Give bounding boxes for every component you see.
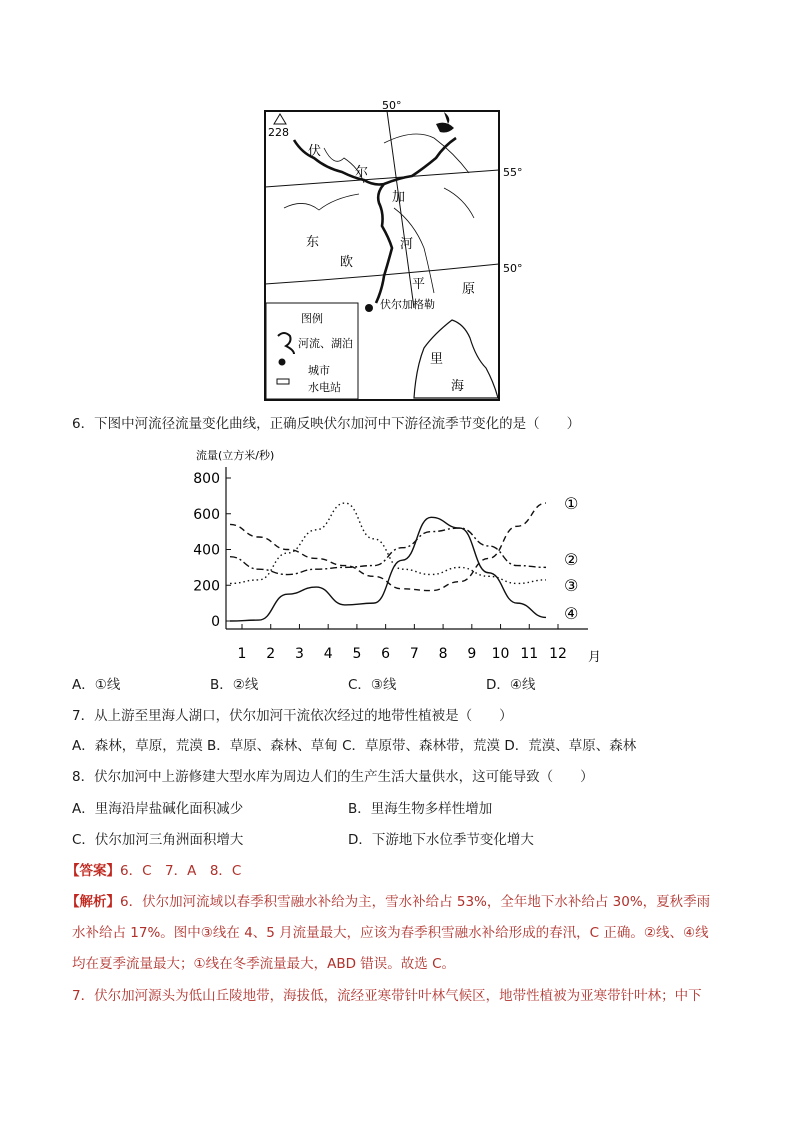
answer-text: 6．C 7．A 8．C xyxy=(120,863,242,879)
series-line-3 xyxy=(230,503,546,583)
series-label-4: ④ xyxy=(564,604,579,623)
q7-stem: 7．从上游至里海人湖口，伏尔加河干流依次经过的地带性植被是（ ） xyxy=(72,708,513,724)
sea-char-1: 里 xyxy=(430,352,444,367)
q8-option-c: C．伏尔加河三角洲面积增大 xyxy=(72,832,244,848)
analysis-text-1: 6．伏尔加河流域以春季积雪融水补给为主，雪水补给占 53%，全年地下水补给占 30%，夏秋季雨 xyxy=(120,894,711,910)
x-tick-label: 11 xyxy=(520,646,539,662)
q6-option-c: C．③线 xyxy=(348,677,397,693)
city-volgograd-label: 伏尔加格勒 xyxy=(380,298,435,311)
runoff-chart xyxy=(190,443,610,668)
plain-char-4: 原 xyxy=(462,282,476,297)
y-tick-label: 0 xyxy=(211,614,220,630)
city-icon xyxy=(279,359,286,366)
volga-map-figure xyxy=(264,98,523,402)
river-char-2: 尔 xyxy=(355,165,369,180)
y-tick-label: 400 xyxy=(193,542,220,559)
x-tick-label: 3 xyxy=(294,646,304,662)
answer-line xyxy=(66,861,241,881)
q6-option-d: D．④线 xyxy=(486,677,536,693)
x-tick-label: 8 xyxy=(438,646,448,662)
q7-option-b: B．草原、森林、草甸 xyxy=(207,738,338,754)
q7-options xyxy=(72,736,636,756)
q6-option-a: A．①线 xyxy=(72,677,121,693)
plain-char-1: 东 xyxy=(306,235,320,250)
analysis-line-3: 均在夏季流量最大；①线在冬季流量最大，ABD 错误。故选 C。 xyxy=(72,956,456,972)
series-label-2: ② xyxy=(564,550,579,569)
river-char-3: 加 xyxy=(392,190,406,205)
x-tick-label: 4 xyxy=(323,646,333,662)
legend-hydro-label: 水电站 xyxy=(308,381,341,394)
q7-option-d: D．荒漠、草原、森林 xyxy=(504,738,637,754)
x-tick-label: 2 xyxy=(266,646,276,662)
plain-char-2: 欧 xyxy=(340,255,354,270)
x-tick-label: 6 xyxy=(381,646,391,662)
q7-option-c: C．草原带、森林带，荒漠 xyxy=(342,738,501,754)
q8-option-b: B．里海生物多样性增加 xyxy=(348,801,493,817)
q6-stem: 6．下图中河流径流量变化曲线，正确反映伏尔加河中下游径流季节变化的是（ ） xyxy=(72,416,581,432)
x-tick-label: 12 xyxy=(549,646,567,662)
parallel-55-label: 55° xyxy=(503,166,523,179)
volga-map xyxy=(264,98,523,402)
series-label-1: ① xyxy=(564,494,579,513)
answer-label: 【答案】 xyxy=(66,863,120,879)
meridian-label: 50° xyxy=(382,99,402,112)
x-tick-label: 10 xyxy=(491,646,510,662)
chart-ylabel: 流量(立方米/秒) xyxy=(196,449,275,462)
series-label-3: ③ xyxy=(564,576,579,595)
x-tick-label: 9 xyxy=(467,646,477,662)
chart-xlabel: 月 xyxy=(588,650,602,665)
legend-city-label: 城市 xyxy=(308,364,330,377)
y-tick-label: 600 xyxy=(193,506,220,523)
analysis-line-4: 7．伏尔加河源头为低山丘陵地带，海拔低，流经亚寒带针叶林气候区，地带性植被为亚寒带针叶林；中下 xyxy=(72,988,702,1004)
analysis-label: 【解析】 xyxy=(66,894,120,910)
y-tick-label: 200 xyxy=(193,578,220,595)
y-tick-label: 800 xyxy=(193,471,220,487)
series-line-2 xyxy=(230,528,546,574)
river-char-1: 伏 xyxy=(308,144,322,159)
river-char-4: 河 xyxy=(400,237,414,252)
q8-option-d: D．下游地下水位季节变化增大 xyxy=(348,832,534,848)
plain-char-3: 平 xyxy=(412,277,426,292)
legend-river-label: 河流、湖泊 xyxy=(298,337,353,350)
city-volgograd-marker xyxy=(365,304,373,312)
x-tick-label: 7 xyxy=(409,646,419,662)
elevation-label: 228 xyxy=(268,126,289,139)
analysis-line-1 xyxy=(66,892,710,912)
x-tick-label: 1 xyxy=(237,646,247,662)
sea-char-2: 海 xyxy=(451,379,465,394)
analysis-line-2: 水补给占 17%。图中③线在 4、5 月流量最大，应该为春季积雪融水补给形成的春汛，C 正确。②线、④线 xyxy=(72,925,709,941)
parallel-50-label: 50° xyxy=(503,262,523,275)
q8-stem: 8．伏尔加河中上游修建大型水库为周边人们的生产生活大量供水，这可能导致（ ） xyxy=(72,769,594,785)
q6-option-b: B．②线 xyxy=(210,677,259,693)
series-line-4 xyxy=(230,517,546,621)
q8-option-a: A．里海沿岸盐碱化面积减少 xyxy=(72,801,244,817)
legend-title: 图例 xyxy=(301,312,323,325)
x-tick-label: 5 xyxy=(352,646,362,662)
runoff-chart-figure xyxy=(190,443,610,668)
q7-option-a: A．森林，草原，荒漠 xyxy=(72,738,203,754)
